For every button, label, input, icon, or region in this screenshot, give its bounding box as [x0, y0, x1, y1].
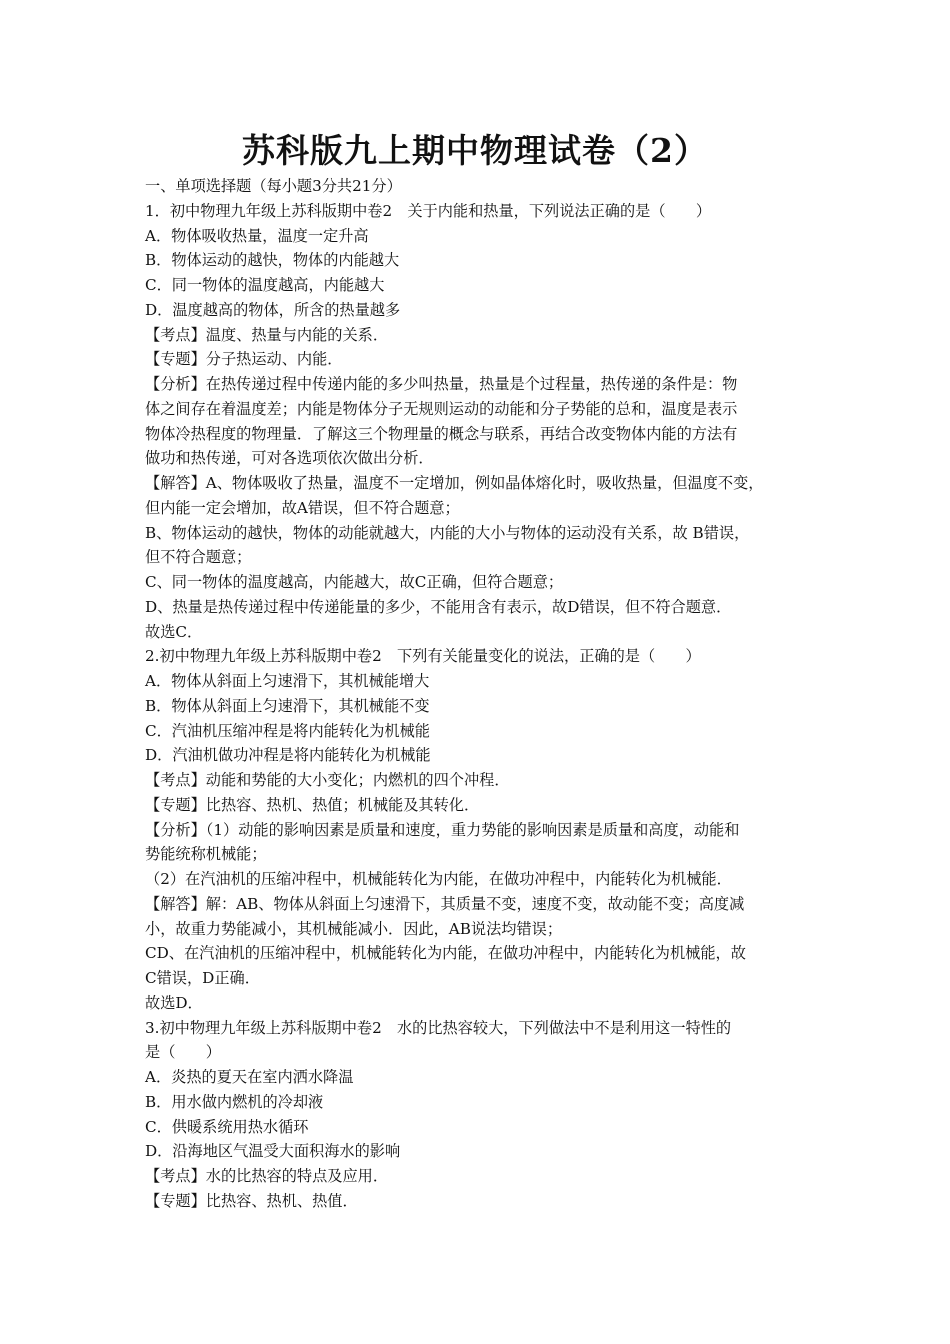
text-line: 【考点】水的比热容的特点及应用．	[145, 1167, 388, 1185]
text-line: D、热量是热传递过程中传递能量的多少，不能用含有表示，故D错误，但不符合题意．	[145, 597, 732, 616]
text-line: B．物体运动的越快，物体的内能越大	[145, 251, 400, 270]
text-line: A．物体吸收热量，温度一定升高	[145, 226, 369, 245]
text-line: 但不符合题意；	[145, 548, 252, 567]
text-line: 【解答】A、物体吸收了热量，温度不一定增加，例如晶体熔化时，吸收热量，但温度不变，	[145, 474, 764, 492]
text-line: 故选C．	[145, 622, 203, 641]
text-line: 【考点】动能和势能的大小变化；内燃机的四个冲程．	[145, 771, 510, 789]
text-line: 【分析】在热传递过程中传递内能的多少叫热量，热量是个过程量，热传递的条件是：物	[145, 375, 738, 393]
text-line: 1．初中物理九年级上苏科版期中卷2 关于内能和热量，下列说法正确的是（ ）	[145, 201, 712, 220]
text-line: 体之间存在着温度差；内能是物体分子无规则运动的动能和分子势能的总和，温度是表示	[145, 399, 738, 418]
text-line: 3.初中物理九年级上苏科版期中卷2 水的比热容较大，下列做法中不是利用这一特性的	[145, 1018, 732, 1037]
text-line: 【专题】分子热运动、内能．	[145, 350, 343, 369]
document-body	[145, 174, 825, 1214]
text-line: 【解答】解：AB、物体从斜面上匀速滑下，其质量不变，速度不变，故动能不变；高度减	[145, 894, 745, 913]
text-line: B、物体运动的越快，物体的动能就越大，内能的大小与物体的运动没有关系，故 B错误，	[145, 523, 750, 542]
text-line: 势能统称机械能；	[145, 845, 267, 864]
text-line: D．汽油机做功冲程是将内能转化为机械能	[145, 746, 431, 765]
text-line: 【考点】温度、热量与内能的关系．	[145, 325, 388, 344]
text-line: C．汽油机压缩冲程是将内能转化为机械能	[145, 721, 430, 740]
text-line: B．用水做内燃机的冷却液	[145, 1092, 324, 1111]
text-line: 一、单项选择题（每小题3分共21分）	[145, 177, 402, 195]
text-line: D．温度越高的物体，所含的热量越多	[145, 300, 401, 319]
text-line: （2）在汽油机的压缩冲程中，机械能转化为内能，在做功冲程中，内能转化为机械能．	[145, 870, 732, 888]
text-line: 做功和热传递，可对各选项依次做出分析．	[145, 449, 434, 468]
text-line: B．物体从斜面上匀速滑下，其机械能不变	[145, 696, 430, 715]
text-line: 但内能一定会增加，故A错误，但不符合题意；	[145, 498, 460, 517]
text-line: 物体冷热程度的物理量．了解这三个物理量的概念与联系，再结合改变物体内能的方法有	[145, 424, 738, 443]
text-line: C、同一物体的温度越高，内能越大，故C正确，但符合题意；	[145, 573, 564, 591]
text-line: 【分析】（1）动能的影响因素是质量和速度，重力势能的影响因素是质量和高度，动能和	[145, 820, 740, 839]
text-line: CD、在汽油机的压缩冲程中，机械能转化为内能，在做功冲程中，内能转化为机械能，故	[145, 944, 746, 963]
text-line: C错误，D正确．	[145, 969, 260, 987]
text-line: 2.初中物理九年级上苏科版期中卷2 下列有关能量变化的说法，正确的是（ ）	[145, 647, 701, 666]
text-line: 是（ ）	[145, 1043, 221, 1062]
text-line: C．同一物体的温度越高，内能越大	[145, 276, 385, 294]
text-line: A．物体从斜面上匀速滑下，其机械能增大	[145, 672, 430, 690]
text-line: A．炎热的夏天在室内洒水降温	[145, 1068, 354, 1086]
text-line: 【专题】比热容、热机、热值．	[145, 1191, 358, 1210]
text-line: C．供暖系统用热水循环	[145, 1117, 309, 1136]
text-line: 小，故重力势能减小，其机械能减小．因此，AB说法均错误；	[145, 919, 563, 938]
text-line: 故选D．	[145, 993, 203, 1012]
page-title: 苏科版九上期中物理试卷（2）	[242, 131, 708, 170]
text-line: D．沿海地区气温受大面积海水的影响	[145, 1142, 401, 1161]
text-line: 【专题】比热容、热机、热值；机械能及其转化．	[145, 795, 480, 814]
